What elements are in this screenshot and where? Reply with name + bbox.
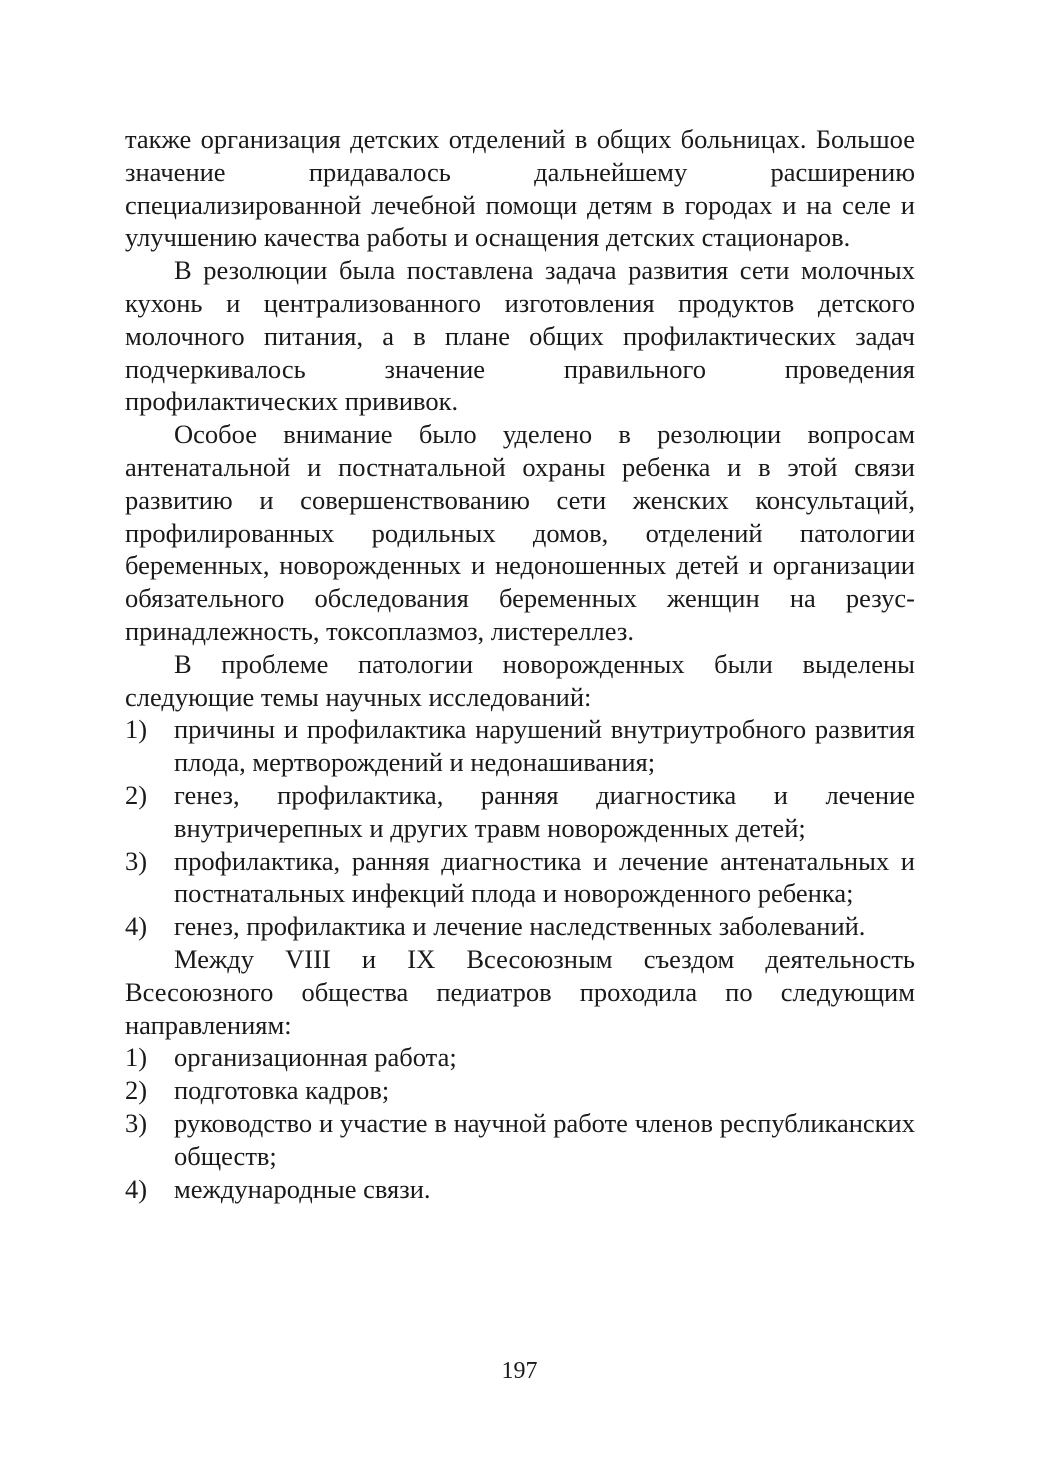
list-item-text: организационная работа; bbox=[174, 1042, 457, 1073]
list-item bbox=[125, 1041, 915, 1074]
list-item-text: причины и профилактика нарушений внутриутробного развития плода, мертворождений и недонашивания; bbox=[174, 714, 915, 778]
list-item bbox=[125, 1173, 915, 1206]
paragraph-society-activity: Между VIII и IX Всесоюзным съездом деятельность Всесоюзного общества педиатров проходила по следующим направлениям: bbox=[125, 943, 915, 1040]
paragraph-continuation: также организация детских отделений в общих больницах. Большое значение придавалось дальнейшему расширению специализированной лечебной помощи детям в городах и на селе и улучшению качества работы и оснащения детских стационаров. bbox=[125, 124, 915, 253]
list-item-number: 3) bbox=[125, 1107, 148, 1138]
list-item bbox=[125, 910, 915, 943]
list-item-number: 1) bbox=[125, 714, 148, 745]
list-item-text: подготовка кадров; bbox=[174, 1075, 390, 1106]
list-item-number: 1) bbox=[125, 1042, 148, 1073]
research-topics-list bbox=[125, 713, 915, 943]
list-item-number: 3) bbox=[125, 845, 148, 876]
list-item-number: 2) bbox=[125, 779, 148, 810]
list-item bbox=[125, 845, 915, 911]
page-number: 197 bbox=[501, 1358, 538, 1384]
list-item-text: генез, профилактика и лечение наследственных заболеваний. bbox=[174, 911, 866, 942]
body-text bbox=[125, 123, 915, 1205]
paragraph-antenatal-care: Особое внимание было уделено в резолюции вопросам антенатальной и постнатальной охраны ребенка и в этой связи развитию и совершенствованию сети женских консультаций, профилированных родильных домов, отделений патологии беременных, новорожденных и недоношенных детей и организации обязательного обследования беременных женщин на резус-принадлежность, токсоплазмоз, листереллез. bbox=[125, 419, 915, 646]
list-item-text: руководство и участие в научной работе членов республиканских обществ; bbox=[174, 1107, 915, 1171]
list-item-number: 4) bbox=[125, 911, 148, 942]
list-item bbox=[125, 713, 915, 779]
activity-directions-list bbox=[125, 1041, 915, 1205]
list-item bbox=[125, 1074, 915, 1107]
list-item bbox=[125, 779, 915, 845]
list-item bbox=[125, 1107, 915, 1173]
list-item-number: 4) bbox=[125, 1173, 148, 1204]
list-item-text: международные связи. bbox=[174, 1173, 431, 1204]
list-item-text: генез, профилактика, ранняя диагностика и лечение внутричерепных и других травм новорожденных детей; bbox=[174, 779, 915, 843]
list-item-number: 2) bbox=[125, 1075, 148, 1106]
list-item-text: профилактика, ранняя диагностика и лечение антенатальных и постнатальных инфекций плода и новорожденного ребенка; bbox=[174, 845, 915, 909]
paragraph-newborn-pathology: В проблеме патологии новорожденных были выделены следующие темы научных исследований: bbox=[125, 648, 915, 712]
paragraph-milk-kitchens: В резолюции была поставлена задача развития сети молочных кухонь и централизованного изготовления продуктов детского молочного питания, а в плане общих профилактических задач подчеркивалось значение правильного проведения профилактических прививок. bbox=[125, 255, 915, 417]
